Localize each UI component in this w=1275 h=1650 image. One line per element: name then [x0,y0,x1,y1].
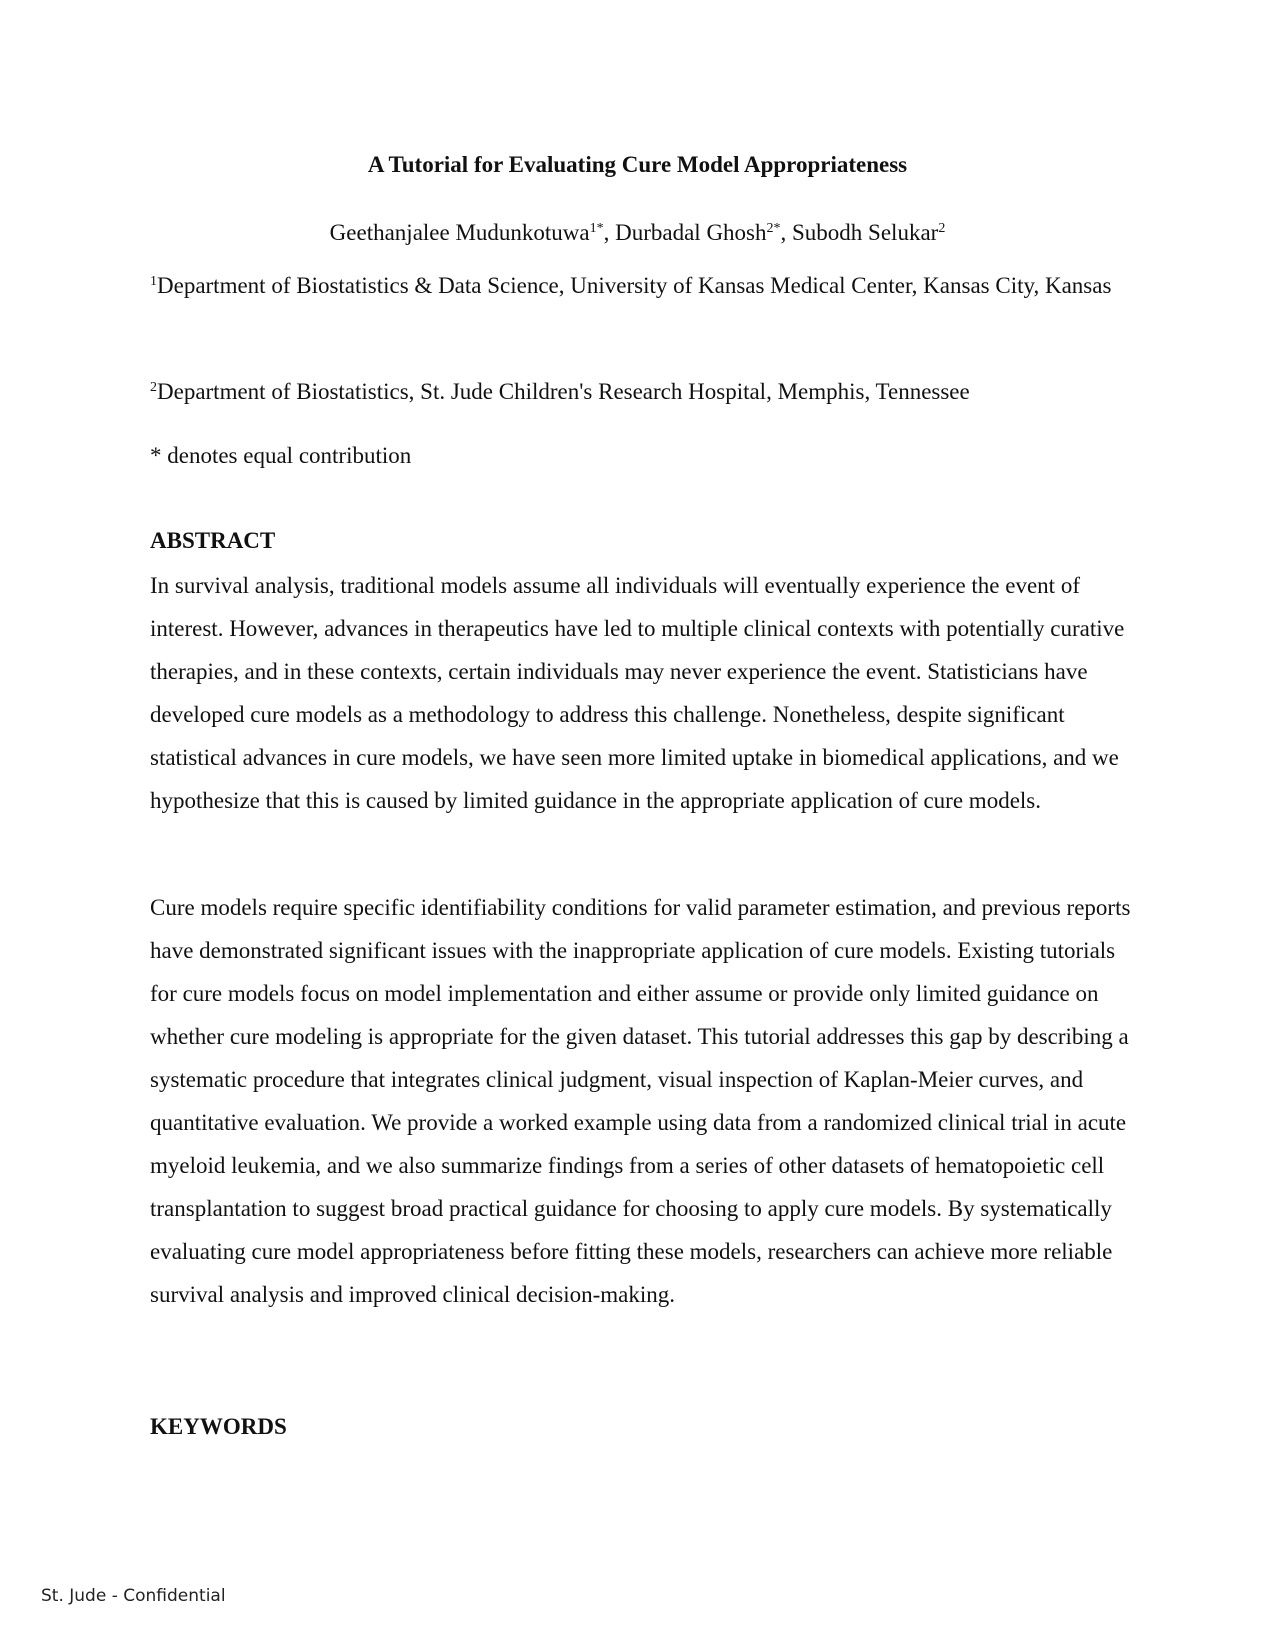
author-name: Geethanjalee Mudunkotuwa [329,220,590,245]
contribution-note: * denotes equal contribution [150,443,412,468]
author-name: Durbadal Ghosh [615,220,767,245]
author-separator: , [780,220,793,245]
author-list [0,218,1275,248]
keywords-heading: KEYWORDS [150,1414,287,1439]
author-separator: , [603,220,616,245]
paper-title: A Tutorial for Evaluating Cure Model Appropriateness [367,152,908,177]
affiliation-number: 1 [150,274,157,289]
abstract-paragraph: Cure models require specific identifiability conditions for valid parameter estimation, and previous reports have demonstrated significant issues with the inappropriate application of cure models. Existing tutorials for cure models focus on model implementation and either assume or provide only limited guidance on whether cure modeling is appropriate for the given dataset. This tutorial addresses this gap by describing a systematic procedure that integrates clinical judgment, visual inspection of Kaplan-Meier curves, and quantitative evaluation. We provide a worked example using data from a randomized clinical trial in acute myeloid leukemia, and we also summarize findings from a series of other datasets of hematopoietic cell transplantation to suggest broad practical guidance for choosing to apply cure models. By systematically evaluating cure model appropriateness before fitting these models, researchers can achieve more reliable survival analysis and improved clinical decision-making. [150,895,1131,1307]
abstract-paragraph: In survival analysis, traditional models assume all individuals will eventually experience the event of interest. However, advances in therapeutics have led to multiple clinical contexts with potentially curative therapies, and in these contexts, certain individuals may never experience the event. Statisticians have developed cure models as a methodology to address this challenge. Nonetheless, despite significant statistical advances in cure models, we have seen more limited uptake in biomedical applications, and we hypothesize that this is caused by limited guidance in the appropriate application of cure models. [150,573,1125,813]
author-affiliation-mark: 2* [766,221,781,236]
author-affiliation-mark: 1* [589,221,604,236]
affiliation-2 [150,370,1135,413]
affiliation-text: Department of Biostatistics & Data Science, University of Kansas Medical Center, Kansas City, Kansas [157,273,1112,298]
author-affiliation-mark: 2 [938,221,946,236]
affiliation-text: Department of Biostatistics, St. Jude Children's Research Hospital, Memphis, Tennessee [157,379,970,404]
abstract-heading: ABSTRACT [150,528,276,553]
affiliation-1 [150,264,1135,307]
author-name: Subodh Selukar [792,220,939,245]
affiliation-number: 2 [150,380,157,395]
confidentiality-footer: St. Jude - Confidential [41,1586,226,1606]
